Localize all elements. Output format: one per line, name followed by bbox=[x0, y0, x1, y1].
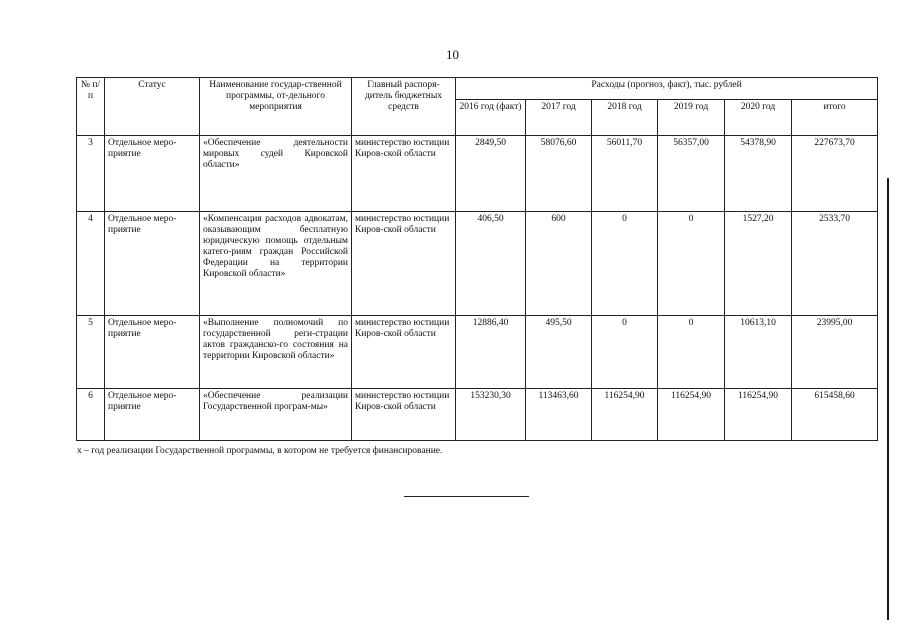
row-name: «Обеспечение реализации Государственной програм-мы» bbox=[200, 389, 352, 441]
row-num: 3 bbox=[77, 136, 105, 212]
row-value-2020: 54378,90 bbox=[725, 136, 792, 212]
row-value-2019: 116254,90 bbox=[658, 389, 725, 441]
row-manager: министерство юстиции Киров-ской области bbox=[352, 212, 456, 316]
row-value-2018: 0 bbox=[592, 316, 658, 389]
table-header-row bbox=[77, 78, 878, 100]
expenses-table bbox=[76, 77, 878, 441]
header-name: Наименование государ-ственной программы, от-дельного мероприятия bbox=[200, 78, 352, 136]
table-row bbox=[77, 136, 878, 212]
header-total: итого bbox=[792, 100, 878, 136]
footnote: х – год реализации Государственной программы, в котором не требуется финансирование. bbox=[77, 446, 443, 456]
table-row bbox=[77, 316, 878, 389]
header-year-2020: 2020 год bbox=[725, 100, 792, 136]
row-value-2018: 116254,90 bbox=[592, 389, 658, 441]
row-num: 4 bbox=[77, 212, 105, 316]
row-value-total: 227673,70 bbox=[792, 136, 878, 212]
row-value-2019: 0 bbox=[658, 316, 725, 389]
row-value-2016: 153230,30 bbox=[456, 389, 526, 441]
row-value-2017: 495,50 bbox=[526, 316, 592, 389]
table-row bbox=[77, 389, 878, 441]
row-value-2020: 1527,20 bbox=[725, 212, 792, 316]
row-value-2017: 58076,60 bbox=[526, 136, 592, 212]
row-status: Отдельное меро-приятие bbox=[105, 389, 200, 441]
page-number: 10 bbox=[446, 47, 459, 62]
row-value-2017: 113463,60 bbox=[526, 389, 592, 441]
row-value-2017: 600 bbox=[526, 212, 592, 316]
row-num: 5 bbox=[77, 316, 105, 389]
scan-edge-line bbox=[887, 178, 889, 620]
header-year-2016: 2016 год (факт) bbox=[456, 100, 526, 136]
table-row bbox=[77, 212, 878, 316]
row-status: Отдельное меро-приятие bbox=[105, 316, 200, 389]
row-value-total: 2533,70 bbox=[792, 212, 878, 316]
header-expenses: Расходы (прогноз, факт), тыс. рублей bbox=[456, 78, 878, 100]
row-status: Отдельное меро-приятие bbox=[105, 212, 200, 316]
row-status: Отдельное меро-приятие bbox=[105, 136, 200, 212]
header-status: Статус bbox=[105, 78, 200, 136]
row-value-2018: 56011,70 bbox=[592, 136, 658, 212]
header-year-2019: 2019 год bbox=[658, 100, 725, 136]
row-value-2016: 12886,40 bbox=[456, 316, 526, 389]
closing-rule bbox=[404, 496, 529, 497]
header-year-2018: 2018 год bbox=[592, 100, 658, 136]
row-value-2018: 0 bbox=[592, 212, 658, 316]
row-value-total: 23995,00 bbox=[792, 316, 878, 389]
row-value-2016: 2849,50 bbox=[456, 136, 526, 212]
header-manager: Главный распоря-дитель бюджетных средств bbox=[352, 78, 456, 136]
row-num: 6 bbox=[77, 389, 105, 441]
header-year-2017: 2017 год bbox=[526, 100, 592, 136]
header-num: № п/п bbox=[77, 78, 105, 136]
row-name: «Компенсация расходов адвокатам, оказывающим бесплатную юридическую помощь отдельным катего-риям граждан Российской Федерации на территории Кировской области» bbox=[200, 212, 352, 316]
row-manager: министерство юстиции Киров-ской области bbox=[352, 316, 456, 389]
row-value-2019: 0 bbox=[658, 212, 725, 316]
row-value-total: 615458,60 bbox=[792, 389, 878, 441]
row-value-2020: 116254,90 bbox=[725, 389, 792, 441]
row-value-2019: 56357,00 bbox=[658, 136, 725, 212]
row-name: «Выполнение полномочий по государственной реги-страции актов гражданско-го состояния на территории Кировской области» bbox=[200, 316, 352, 389]
row-manager: министерство юстиции Киров-ской области bbox=[352, 136, 456, 212]
row-manager: министерство юстиции Киров-ской области bbox=[352, 389, 456, 441]
row-name: «Обеспечение деятельности мировых судей Кировской области» bbox=[200, 136, 352, 212]
row-value-2020: 10613,10 bbox=[725, 316, 792, 389]
row-value-2016: 406,50 bbox=[456, 212, 526, 316]
